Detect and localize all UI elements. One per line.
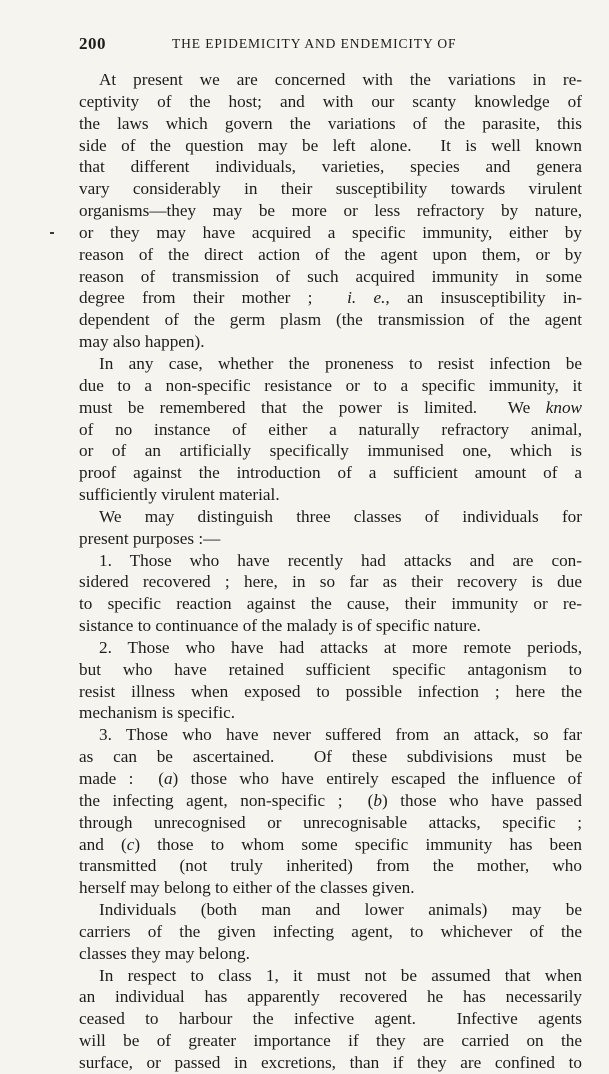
text-line: ceased to harbour the infective agent. Infective agents	[79, 1009, 582, 1029]
text-line: and (c) those to whom some specific immunity has been	[79, 834, 582, 854]
text-line: reason of the direct action of the agent upon them, or by	[79, 244, 582, 264]
text-line: as can be ascertained. Of these subdivisions must be	[79, 747, 582, 767]
text-line: In respect to class 1, it must not be assumed that when	[99, 965, 582, 985]
text-line: dependent of the germ plasm (the transmission of the agent	[79, 310, 582, 330]
text-line: vary considerably in their susceptibility towards virulent	[79, 179, 582, 199]
text-line: degree from their mother ; i. e., an insusceptibility in-	[79, 288, 582, 308]
text-line: At present we are concerned with the variations in re-	[99, 70, 582, 89]
text-line: We may distinguish three classes of individuals for	[99, 506, 582, 526]
text-line: 3. Those who have never suffered from an attack, so far	[99, 725, 582, 745]
text-line: may also happen).	[79, 332, 205, 352]
text-line: 1. Those who have recently had attacks and are con-	[99, 550, 582, 570]
running-title: THE EPIDEMICITY AND ENDEMICITY OF	[172, 36, 457, 51]
page-number: 200	[79, 34, 106, 53]
text-line: resist illness when exposed to possible infection ; here the	[79, 681, 582, 701]
text-line: an individual has apparently recovered he has necessarily	[79, 987, 582, 1007]
text-line: due to a non-specific resistance or to a specific immunity, it	[79, 375, 582, 395]
text-line: ceptivity of the host; and with our scanty knowledge of	[79, 91, 582, 111]
text-line: that different individuals, varieties, species and genera	[79, 157, 582, 177]
text-line: side of the question may be left alone. It is well known	[79, 135, 582, 155]
text-line: of no instance of either a naturally refractory animal,	[79, 419, 582, 439]
text-line: herself may belong to either of the classes given.	[79, 878, 415, 898]
text-line: transmitted (not truly inherited) from the mother, who	[79, 856, 582, 876]
text-line: In any case, whether the proneness to resist infection be	[99, 353, 582, 373]
text-line: or of an artificially specifically immunised one, which is	[79, 441, 582, 461]
text-line: present purposes :—	[79, 528, 221, 548]
text-line: reason of transmission of such acquired immunity in some	[79, 266, 582, 286]
text-line: made : (a) those who have entirely escaped the influence of	[79, 769, 582, 788]
text-line: carriers of the given infecting agent, to whichever of the	[79, 921, 582, 941]
text-line: classes they may belong.	[79, 943, 250, 963]
text-line: the laws which govern the variations of the parasite, this	[79, 113, 582, 133]
page-header	[79, 34, 529, 56]
text-line: sistance to continuance of the malady is of specific nature.	[79, 616, 481, 636]
text-line: organisms—they may be more or less refractory by nature,	[79, 201, 582, 221]
text-line: the infecting agent, non-specific ; (b) those who have passed	[79, 790, 582, 810]
text-line: surface, or passed in excretions, than if they are confined to	[79, 1052, 582, 1072]
text-line: to specific reaction against the cause, their immunity or re-	[79, 594, 582, 614]
body-text	[79, 69, 582, 1074]
text-line: proof against the introduction of a sufficient amount of a	[79, 463, 582, 483]
text-line: or they may have acquired a specific immunity, either by	[79, 222, 582, 242]
text-line: sidered recovered ; here, in so far as their recovery is due	[79, 572, 582, 592]
text-line: but who have retained sufficient specific antagonism to	[79, 659, 582, 679]
text-line: must be remembered that the power is limited. We know	[79, 397, 582, 417]
text-line: will be of greater importance if they are carried on the	[79, 1031, 582, 1051]
text-line: sufficiently virulent material.	[79, 485, 280, 505]
text-line: Individuals (both man and lower animals) may be	[99, 900, 582, 920]
text-line: through unrecognised or unrecognisable attacks, specific ;	[79, 812, 582, 832]
text-line: mechanism is specific.	[79, 703, 236, 723]
margin-mark	[50, 232, 54, 234]
text-line: 2. Those who have had attacks at more remote periods,	[99, 637, 582, 657]
